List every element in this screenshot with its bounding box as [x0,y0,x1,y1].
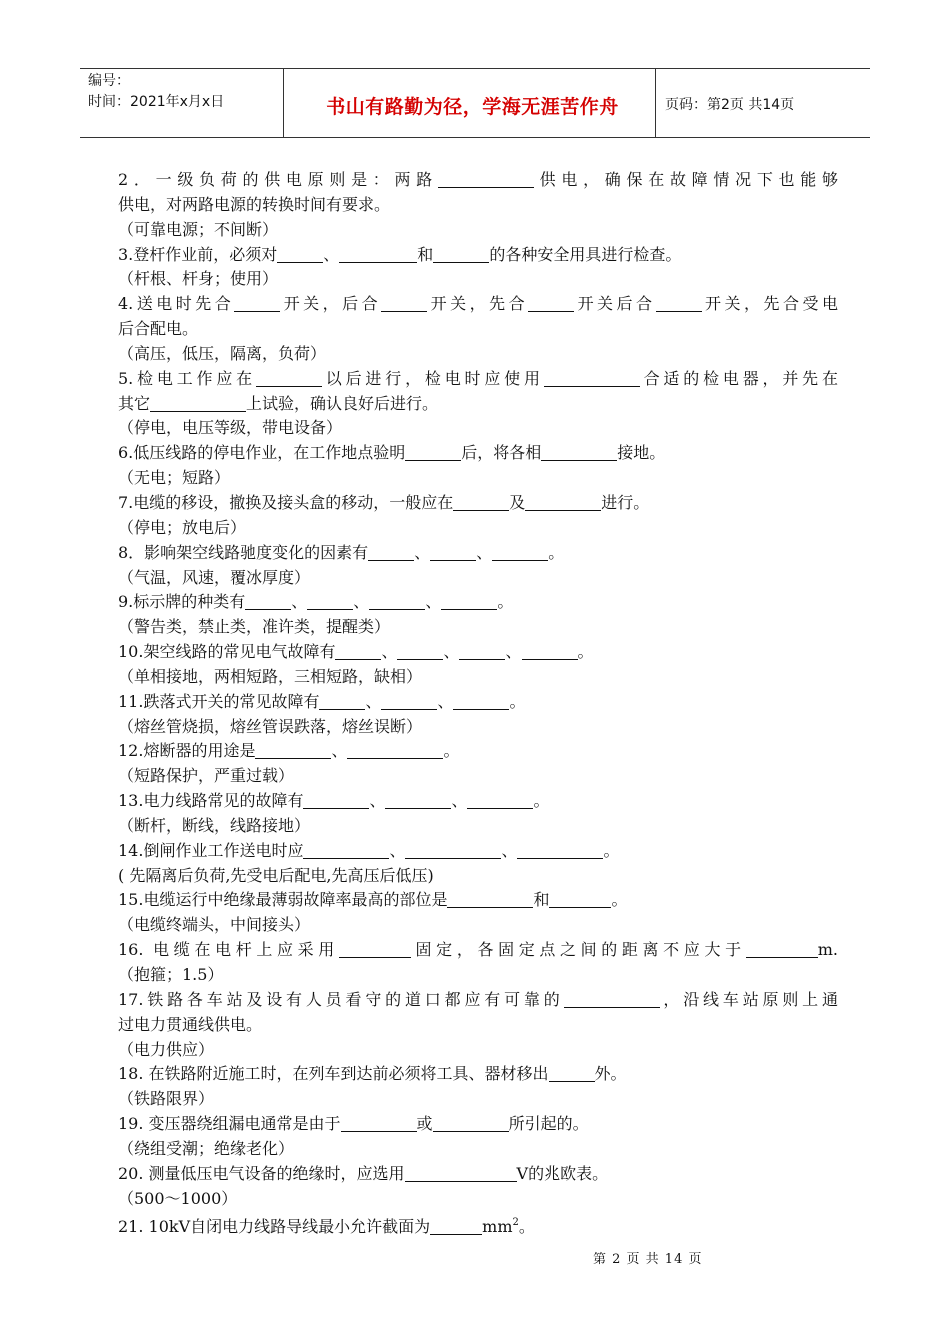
question-line: 10.架空线路的常见电气故障有 、 、 、 。 [118,642,594,662]
fill-blank [307,593,353,610]
question-line: 其它 上试验，确认良好后进行。 [118,393,439,413]
question-line: 17.铁路各车站及设有人员看守的道口都应有可靠的 ，沿线车站原则上通 [118,989,838,1009]
answer-line: （铁路限界） [118,1089,215,1109]
answer-line: （500～1000） [118,1188,238,1208]
question-line: 19. 变压器绕组漏电通常是由于 或 所引起的。 [118,1114,589,1134]
fill-blank [347,742,443,759]
fill-blank [303,842,389,859]
fill-blank [522,643,578,660]
answer-line: （抱箍；1.5） [118,965,224,984]
answer-line: （电缆终端头，中间接头） [118,915,311,935]
fill-blank [277,246,323,263]
fill-blank [746,941,818,958]
fill-blank [517,842,603,859]
question-line: 过电力贯通线供电。 [118,1014,263,1034]
superscript: 2 [512,1217,519,1229]
fill-blank [405,1165,517,1182]
answer-line: （警告类，禁止类，准许类，提醒类） [118,617,391,637]
question-line: 3.登杆作业前，必须对 、 和 的各种安全用具进行检查。 [118,244,682,264]
question-line: 5.检电工作应在 以后进行，检电时应使用 合适的检电器，并先在 [118,368,838,388]
answer-line: （可靠电源；不间断） [118,219,279,239]
fill-blank [381,295,427,312]
fill-blank [255,742,331,759]
fill-blank [150,395,246,412]
fill-blank [256,370,322,387]
answer-line: （绕组受潮；绝缘老化） [118,1138,295,1158]
fill-blank [405,444,461,461]
fill-blank [303,792,369,809]
fill-blank [549,1065,595,1082]
answer-line: （断杆，断线，线路接地） [118,815,311,835]
answer-line: （停电；放电后） [118,517,247,537]
page-header [80,68,870,138]
question-line: 7.电缆的移设，撤换及接头盒的移动，一般应在 及 进行。 [118,492,650,512]
fill-blank [564,991,660,1008]
question-line: 21. 10kV自闭电力线路导线最小允许截面为 $mm^2$。 [118,1217,535,1237]
answer-line: （杆根、杆身；使用） [118,269,279,289]
fill-blank [433,246,489,263]
fill-blank [438,171,534,188]
fill-blank [369,593,425,610]
fill-blank [433,1115,509,1132]
question-line: 6.低压线路的停电作业，在工作地点验明 后，将各相 接地。 [118,443,666,463]
document-body [118,168,838,1236]
fill-blank [430,544,476,561]
question-line: 供电，对两路电源的转换时间有要求。 [118,194,391,214]
fill-blank [339,246,417,263]
fill-blank [525,494,601,511]
question-line: 14.倒闸作业工作送电时应 、 、 。 [118,840,620,860]
header-divider [283,69,284,137]
fill-blank [467,792,533,809]
answer-line: （气温，风速，覆冰厚度） [118,567,311,587]
fill-blank [459,643,505,660]
question-line: 9.标示牌的种类有 、 、 、 。 [118,592,514,612]
fill-blank [234,295,280,312]
question-line: 15.电缆运行中绝缘最薄弱故障率最高的部位是 和 。 [118,890,628,910]
fill-blank [544,370,640,387]
header-meta [88,71,224,113]
answer-line: （停电，电压等级，带电设备） [118,418,343,438]
question-line: 13.电力线路常见的故障有 、 、 。 [118,791,550,811]
question-line: 16. 电缆在电杆上应采用 固定，各固定点之间的距离不应大于 m. [118,940,838,960]
fill-blank [319,693,365,710]
fill-blank [656,295,702,312]
answer-line: （高压，低压，隔离，负荷） [118,343,327,363]
fill-blank [381,693,437,710]
answer-line: （电力供应） [118,1039,215,1059]
fill-blank [441,593,497,610]
answer-line: （无电；短路） [118,468,231,488]
doc-date: 时间：2021年x月x日 [88,94,225,110]
fill-blank [541,444,617,461]
fill-blank [492,544,548,561]
question-line: 18. 在铁路附近施工时，在列车到达前必须将工具、器材移出 外。 [118,1064,627,1084]
fill-blank [549,891,611,908]
fill-blank [335,643,381,660]
header-motto: 书山有路勤为径，学海无涯苦作舟 [326,96,619,118]
fill-blank [368,544,414,561]
fill-blank [341,1115,417,1132]
fill-blank [430,1218,482,1235]
header-page-info: 页码：第2页 共14页 [665,97,795,113]
question-line: 12.熔断器的用途是 、 。 [118,741,460,761]
fill-blank [453,494,509,511]
answer-line: （单相接地，两相短路，三相短路，缺相） [118,666,423,686]
answer-line: （短路保护，严重过载） [118,766,295,786]
fill-blank [339,941,411,958]
fill-blank [397,643,443,660]
fill-blank [245,593,291,610]
fill-blank [453,693,509,710]
fill-blank [528,295,574,312]
page-footer: 第 2 页 共 14 页 [593,1252,703,1267]
question-line: 2．一级负荷的供电原则是：两路 供电，确保在故障情况下也能够 [118,170,838,189]
answer-line: ( 先隔离后负荷,先受电后配电,先高压后低压) [118,865,434,885]
question-line: 后合配电。 [118,319,199,339]
doc-number-label: 编号： [88,73,130,89]
answer-line: （熔丝管烧损，熔丝管误跌落，熔丝误断） [118,716,423,736]
fill-blank [385,792,451,809]
question-line: 20. 测量低压电气设备的绝缘时，应选用 V的兆欧表。 [118,1163,609,1183]
question-line: 11.跌落式开关的常见故障有 、 、 。 [118,691,526,711]
fill-blank [405,842,501,859]
fill-blank [447,891,533,908]
question-line: 8．影响架空线路驰度变化的因素有 、 、 。 [118,542,565,562]
question-line: 4.送电时先合 开关，后合 开关，先合 开关后合 开关，先合受电 [118,294,838,314]
